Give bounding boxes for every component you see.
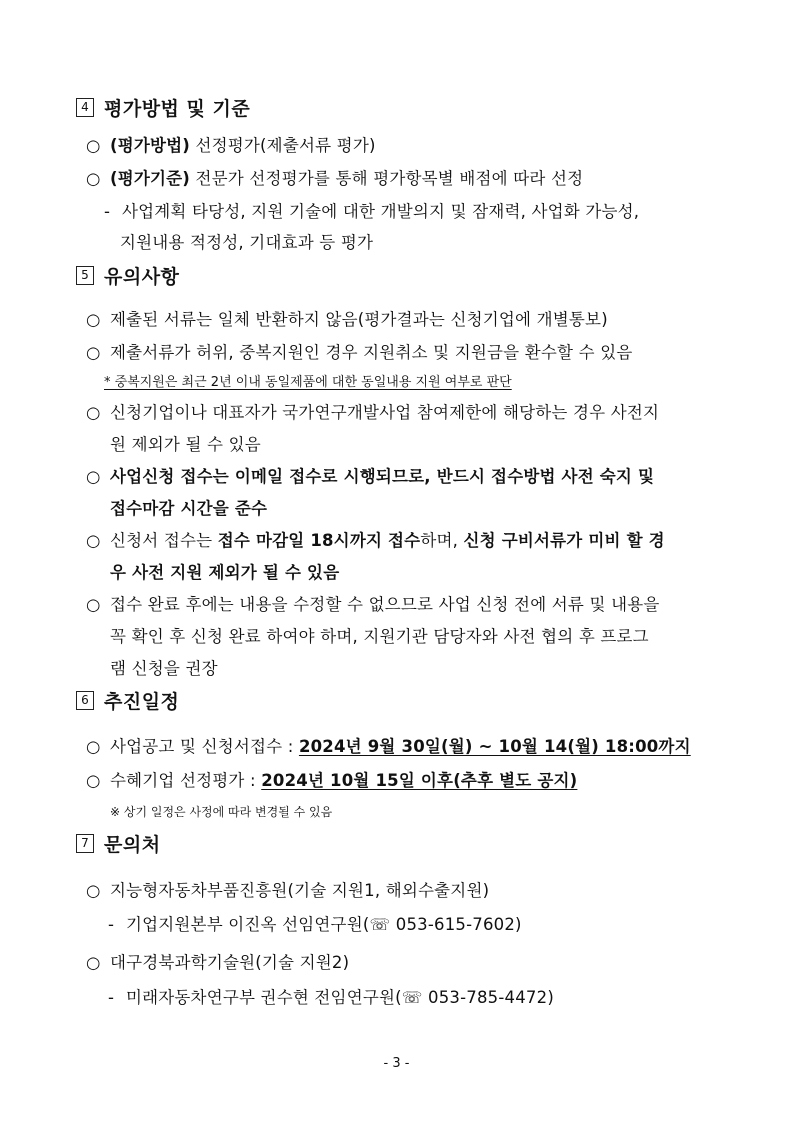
section-number-box: 7 <box>76 834 94 853</box>
item-text: 제출된 서류는 일체 반환하지 않음(평가결과는 신청기업에 개별통보) <box>110 310 608 329</box>
section-number-box: 5 <box>76 266 94 285</box>
item-text: 하며, <box>420 531 464 550</box>
section-title: 문의처 <box>104 834 161 856</box>
section-5-heading <box>76 262 179 289</box>
list-item <box>86 165 723 189</box>
item-text: 접수 완료 후에는 내용을 수정할 수 없으므로 사업 신청 전에 서류 및 내용을 <box>110 595 660 614</box>
section-title: 추진일정 <box>104 691 180 713</box>
section-4-heading <box>76 94 250 121</box>
circle-bullet-icon: ○ <box>86 771 101 790</box>
circle-bullet-icon: ○ <box>86 737 101 756</box>
item-text: 선정평가(제출서류 평가) <box>190 136 376 155</box>
contact-person <box>108 984 723 1008</box>
list-item <box>86 399 723 423</box>
list-item <box>86 306 723 330</box>
circle-bullet-icon: ○ <box>86 169 101 188</box>
item-label: (평가방법) <box>110 136 191 155</box>
section-number-box: 4 <box>76 98 94 117</box>
circle-bullet-icon: ○ <box>86 343 101 362</box>
sub-item <box>104 198 723 222</box>
contact-detail: 기업지원본부 이진옥 선임연구원(☏ 053-615-7602) <box>126 915 522 934</box>
contact-person <box>108 911 723 935</box>
list-item <box>86 527 723 551</box>
item-continuation: 원 제외가 될 수 있음 <box>110 435 261 454</box>
item-text: 전문가 선정평가를 통해 평가항목별 배점에 따라 선정 <box>190 169 584 188</box>
schedule-label: 사업공고 및 신청서접수 : <box>110 737 299 756</box>
item-text: 사업계획 타당성, 지원 기술에 대한 개발의지 및 잠재력, 사업화 가능성, <box>122 202 640 221</box>
circle-bullet-icon: ○ <box>86 881 101 900</box>
section-6-heading <box>76 687 179 714</box>
contact-org-name: 지능형자동차부품진흥원(기술 지원1, 해외수출지원) <box>110 881 490 900</box>
item-label: (평가기준) <box>110 169 191 188</box>
item-emphasis: 접수 마감일 18시까지 접수 <box>217 531 421 550</box>
section-7-heading <box>76 830 161 857</box>
section-title: 평가방법 및 기준 <box>104 98 251 120</box>
schedule-row <box>86 767 723 791</box>
schedule-label: 수혜기업 선정평가 : <box>110 771 262 790</box>
circle-bullet-icon: ○ <box>86 403 101 422</box>
dash-bullet-icon: - <box>104 202 111 221</box>
circle-bullet-icon: ○ <box>86 953 101 972</box>
circle-bullet-icon: ○ <box>86 310 101 329</box>
section-number-box: 6 <box>76 691 94 710</box>
item-continuation: 우 사전 지원 제외가 될 수 있음 <box>110 563 340 582</box>
item-text: 사업신청 접수는 이메일 접수로 시행되므로, 반드시 접수방법 사전 숙지 및 <box>110 467 655 486</box>
circle-bullet-icon: ○ <box>86 136 101 155</box>
item-continuation: 접수마감 시간을 준수 <box>110 499 268 518</box>
item-continuation: 지원내용 적정성, 기대효과 등 평가 <box>120 233 374 252</box>
list-item <box>86 591 723 615</box>
schedule-value: 2024년 10월 15일 이후(추후 별도 공지) <box>261 771 578 790</box>
item-continuation: 램 신청을 권장 <box>110 659 218 678</box>
list-item <box>86 132 723 156</box>
contact-detail: 미래자동차연구부 권수현 전임연구원(☏ 053-785-4472) <box>126 988 554 1007</box>
schedule-note: ※ 상기 일정은 사정에 따라 변경될 수 있음 <box>110 805 333 819</box>
item-text: 신청기업이나 대표자가 국가연구개발사업 참여제한에 해당하는 경우 사전지 <box>110 403 660 422</box>
item-emphasis: 신청 구비서류가 미비 할 경 <box>463 531 665 550</box>
circle-bullet-icon: ○ <box>86 595 101 614</box>
dash-bullet-icon: - <box>108 915 115 934</box>
schedule-value: 2024년 9월 30일(월) ~ 10월 14(월) 18:00까지 <box>298 737 691 756</box>
item-continuation: 꼭 확인 후 신청 완료 하여야 하며, 지원기관 담당자와 사전 협의 후 프로그 <box>110 627 649 646</box>
item-text: 신청서 접수는 <box>110 531 218 550</box>
contact-org-name: 대구경북과학기술원(기술 지원2) <box>110 953 350 972</box>
circle-bullet-icon: ○ <box>86 467 101 486</box>
item-text: 제출서류가 허위, 중복지원인 경우 지원취소 및 지원금을 환수할 수 있음 <box>110 343 633 362</box>
dash-bullet-icon: - <box>108 988 115 1007</box>
footnote: * 중복지원은 최근 2년 이내 동일제품에 대한 동일내용 지원 여부로 판단 <box>104 375 512 390</box>
section-title: 유의사항 <box>104 266 180 288</box>
contact-org <box>86 877 723 901</box>
list-item <box>86 463 723 487</box>
contact-org <box>86 949 723 973</box>
schedule-row <box>86 733 723 757</box>
page-number: - 3 - <box>383 1056 410 1071</box>
circle-bullet-icon: ○ <box>86 531 101 550</box>
list-item <box>86 339 723 363</box>
